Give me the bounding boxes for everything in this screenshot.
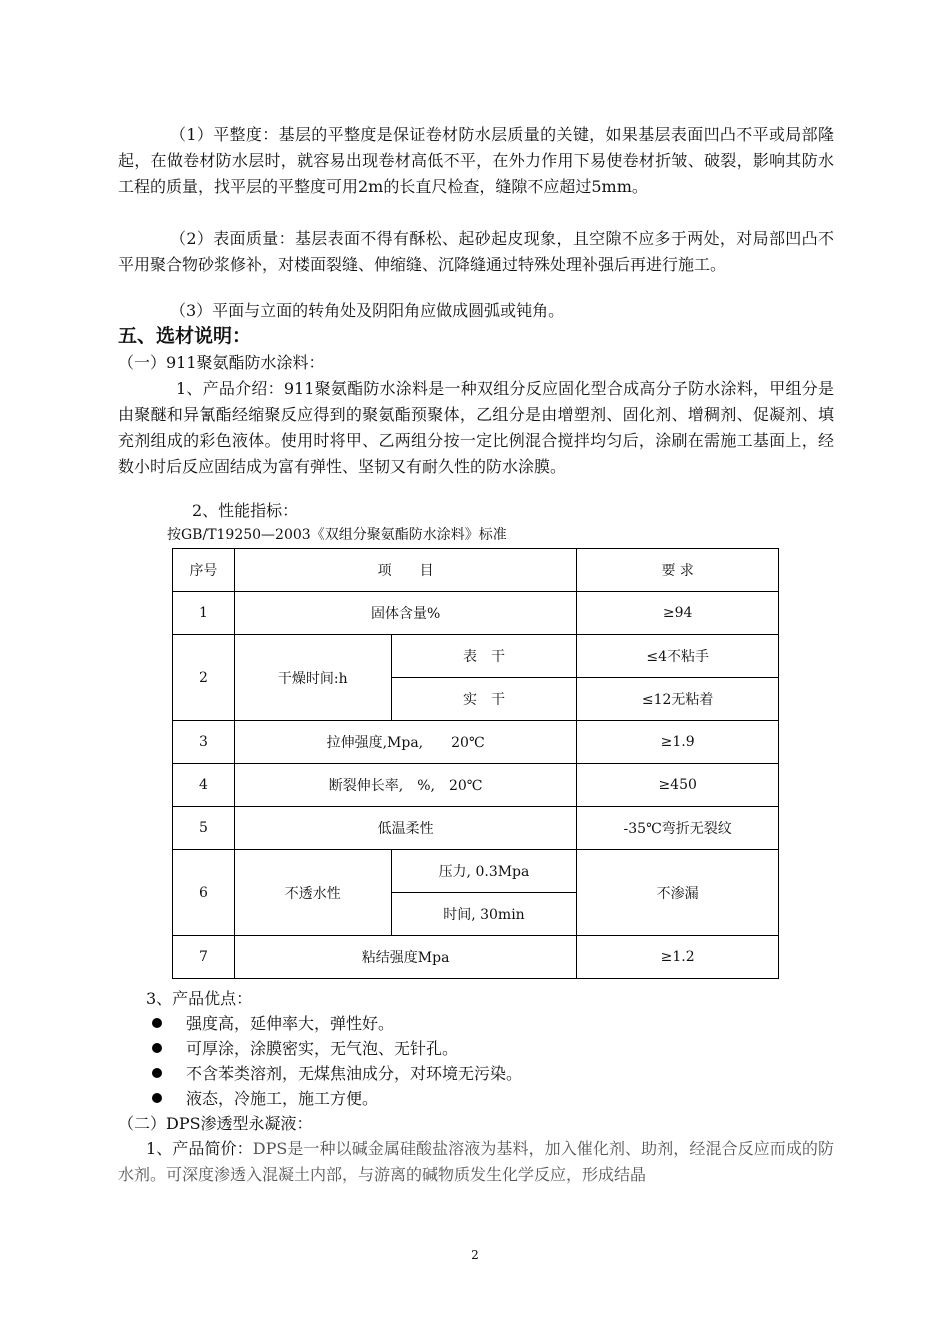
bullet-icon	[152, 1018, 162, 1028]
subsection-dps: （二）DPS渗透型永凝液：	[118, 1114, 313, 1133]
table-row	[173, 592, 779, 635]
cell-requirement: ≥94	[577, 592, 779, 635]
cell-no: 3	[173, 721, 235, 764]
bullet-icon	[152, 1043, 162, 1053]
product-intro-paragraph: 1、产品介绍：911聚氨酯防水涂料是一种双组分反应固化型合成高分子防水涂料，甲组分是由聚醚和异氰酯经缩聚反应得到的聚氨酯预聚体，乙组分是由增塑剂、固化剂、增稠剂、促凝剂、填充剂组成的彩色液体。使用时将甲、乙两组分按一定比例混合搅拌均匀后，涂刷在需施工基面上，经数小时后反应固结成为富有弹性、坚韧又有耐久性的防水涂膜。	[118, 379, 834, 476]
cell-requirement: ≥1.2	[577, 936, 779, 979]
table-row	[173, 721, 779, 764]
list-item: 强度高，延伸率大，弹性好。	[152, 1011, 394, 1037]
cell-item: 断裂伸长率, %, 20℃	[234, 764, 576, 807]
surface-quality-paragraph: （2）表面质量：基层表面不得有酥松、起砂起皮现象，且空隙不应多于两处，对局部凹凸不平用聚合物砂浆修补，对楼面裂缝、伸缩缝、沉降缝通过特殊处理补强后再进行施工。	[118, 229, 834, 274]
cell-subitem: 压力, 0.3Mpa	[391, 850, 577, 893]
cell-item: 低温柔性	[234, 807, 576, 850]
cell-no: 2	[173, 635, 235, 721]
header-item: 项 目	[234, 549, 576, 592]
cell-no: 4	[173, 764, 235, 807]
cell-item: 不透水性	[234, 850, 391, 936]
cell-requirement: -35℃弯折无裂纹	[577, 807, 779, 850]
list-item: 液态，冷施工，施工方便。	[152, 1086, 378, 1112]
cell-requirement: ≤4不粘手	[577, 635, 779, 678]
cell-item: 固体含量%	[234, 592, 576, 635]
cell-no: 6	[173, 850, 235, 936]
table-header-row	[173, 549, 779, 592]
header-no: 序号	[173, 549, 235, 592]
flatness-paragraph: （1）平整度：基层的平整度是保证卷材防水层质量的关键，如果基层表面凹凸不平或局部隆起，在做卷材防水层时，就容易出现卷材高低不平，在外力作用下易使卷材折皱、破裂，影响其防水工程的质量，找平层的平整度可用2m的长直尺检查，缝隙不应超过5mm。	[118, 125, 834, 196]
list-item: 不含苯类溶剂，无煤焦油成分，对环境无污染。	[152, 1061, 522, 1087]
table-row	[173, 764, 779, 807]
subsection-911: （一）911聚氨酯防水涂料：	[118, 353, 325, 372]
advantages-title: 3、产品优点：	[146, 989, 253, 1008]
performance-title: 2、性能指标：	[192, 501, 299, 520]
cell-item: 粘结强度Mpa	[234, 936, 576, 979]
cell-item: 拉伸强度,Mpa, 20℃	[234, 721, 576, 764]
cell-no: 5	[173, 807, 235, 850]
corner-paragraph: （3）平面与立面的转角处及阴阳角应做成圆弧或钝角。	[170, 301, 565, 320]
list-item: 可厚涂，涂膜密实，无气泡、无针孔。	[152, 1036, 458, 1062]
table-row	[173, 850, 779, 893]
cell-no: 7	[173, 936, 235, 979]
cell-subitem: 时间, 30min	[391, 893, 577, 936]
section-heading: 五、选材说明：	[118, 325, 252, 347]
table-row	[173, 807, 779, 850]
table-row	[173, 936, 779, 979]
bullet-icon	[152, 1068, 162, 1078]
cell-requirement: ≥1.9	[577, 721, 779, 764]
table-row	[173, 635, 779, 678]
bullet-icon	[152, 1093, 162, 1103]
dps-intro-paragraph	[118, 1136, 834, 1188]
cell-subitem: 实 干	[391, 678, 577, 721]
cell-requirement: ≥450	[577, 764, 779, 807]
header-requirement: 要 求	[577, 549, 779, 592]
dps-label: 1、产品简价：	[146, 1139, 253, 1158]
cell-requirement: 不渗漏	[577, 850, 779, 936]
cell-item: 干燥时间:h	[234, 635, 391, 721]
page-number: 2	[471, 1248, 479, 1262]
performance-table	[172, 548, 779, 979]
cell-no: 1	[173, 592, 235, 635]
cell-requirement: ≤12无粘着	[577, 678, 779, 721]
dps-text: DPS是一种以碱金属硅酸盐溶液为基料，加入催化剂、助剂，经混合反应而成的防水剂。可深度渗透入混凝土内部，与游离的碱物质发生化学反应，形成结晶	[118, 1139, 835, 1184]
standard-caption: 按GB/T19250—2003《双组分聚氨酯防水涂料》标准	[167, 527, 507, 543]
cell-subitem: 表 干	[391, 635, 577, 678]
